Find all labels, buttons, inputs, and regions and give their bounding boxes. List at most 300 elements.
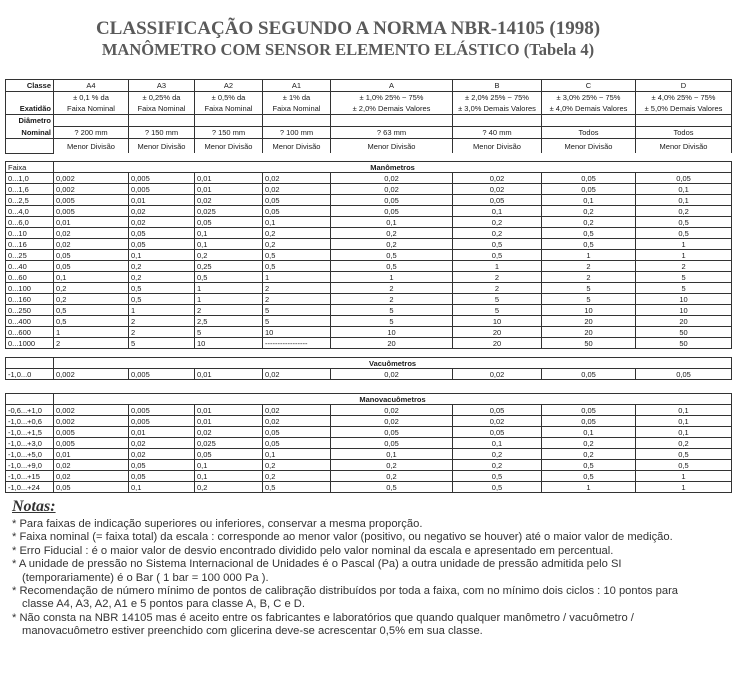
value-cell: 0,02 bbox=[331, 416, 453, 427]
value-cell: 0,1 bbox=[636, 416, 732, 427]
exatidao-line2-a2: Faixa Nominal bbox=[195, 103, 263, 115]
value-cell: 0,1 bbox=[263, 217, 331, 228]
value-cell: 0,5 bbox=[331, 261, 453, 272]
value-cell: 0,05 bbox=[195, 449, 263, 460]
value-cell: 0,05 bbox=[331, 195, 453, 206]
value-cell: 0,05 bbox=[453, 427, 542, 438]
classe-label: Classe bbox=[6, 80, 54, 92]
value-cell: 0,2 bbox=[453, 460, 542, 471]
exatidao-line1-a2: ± 0,5% da bbox=[195, 92, 263, 104]
value-cell: 0,005 bbox=[129, 173, 195, 184]
page-subtitle: MANÔMETRO COM SENSOR ELEMENTO ELÁSTICO (Tabela 4) bbox=[101, 40, 595, 59]
diametro-c: Todos bbox=[542, 127, 636, 139]
faixa-cell: 0...16 bbox=[6, 239, 54, 250]
note-item: * Não consta na NBR 14105 mas é aceito entre os fabricantes e laboratórios que quando qualquer manômetro / vacuômetro / manovacuômetro estiver preenchido com glicerina deve-se acrescentar 0,5% em sua classe. bbox=[12, 612, 688, 639]
manometros-section-title: Manômetros bbox=[54, 162, 732, 173]
table-row bbox=[6, 416, 732, 427]
manovacuometros-table bbox=[5, 393, 732, 493]
value-cell: 5 bbox=[331, 305, 453, 316]
menor-divisao-a1: Menor Divisão bbox=[263, 139, 331, 154]
value-cell: 0,05 bbox=[331, 206, 453, 217]
value-cell: 0,02 bbox=[263, 405, 331, 416]
value-cell: 2 bbox=[542, 272, 636, 283]
value-cell: 0,05 bbox=[542, 184, 636, 195]
value-cell: 0,2 bbox=[331, 460, 453, 471]
value-cell: 0,2 bbox=[331, 471, 453, 482]
manovacuometros-section-title: Manovacuômetros bbox=[54, 394, 732, 405]
value-cell: 0,005 bbox=[54, 438, 129, 449]
exatidao-line2-a4: Faixa Nominal bbox=[54, 103, 129, 115]
exatidao-line2-b: ± 3,0% Demais Valores bbox=[453, 103, 542, 115]
value-cell: 0,2 bbox=[263, 239, 331, 250]
vacuometros-section-title: Vacuômetros bbox=[54, 358, 732, 369]
value-cell: 0,025 bbox=[195, 206, 263, 217]
value-cell: 10 bbox=[636, 305, 732, 316]
value-cell: 5 bbox=[263, 305, 331, 316]
classe-b: B bbox=[453, 80, 542, 92]
value-cell: 0,05 bbox=[542, 405, 636, 416]
value-cell: 0,5 bbox=[129, 283, 195, 294]
value-cell: 0,05 bbox=[453, 405, 542, 416]
value-cell: 0,02 bbox=[263, 173, 331, 184]
value-cell: 2 bbox=[129, 316, 195, 327]
value-cell: 0,5 bbox=[331, 250, 453, 261]
value-cell: 1 bbox=[636, 482, 732, 493]
value-cell: 0,2 bbox=[453, 217, 542, 228]
faixa-cell: -1,0...+9,0 bbox=[6, 460, 54, 471]
value-cell: 0,5 bbox=[263, 482, 331, 493]
faixa-cell: -1,0...+1,5 bbox=[6, 427, 54, 438]
note-item: * Faixa nominal (= faixa total) da escala : corresponde ao menor valor (positivo, ou negativo se houver) até o maior valor de medição. bbox=[12, 531, 688, 544]
value-cell: 2 bbox=[636, 261, 732, 272]
classe-a1: A1 bbox=[263, 80, 331, 92]
manometros-table bbox=[5, 161, 732, 349]
diametro-row-2 bbox=[6, 127, 732, 139]
menor-divisao-c: Menor Divisão bbox=[542, 139, 636, 154]
value-cell: 0,2 bbox=[263, 228, 331, 239]
value-cell: 5 bbox=[263, 316, 331, 327]
value-cell: 0,005 bbox=[129, 405, 195, 416]
value-cell: 0,2 bbox=[542, 449, 636, 460]
table-row bbox=[6, 460, 732, 471]
value-cell: 0,01 bbox=[129, 195, 195, 206]
value-cell: 2 bbox=[263, 294, 331, 305]
faixa-cell: 0...100 bbox=[6, 283, 54, 294]
value-cell: 0,1 bbox=[636, 405, 732, 416]
value-cell: 10 bbox=[542, 305, 636, 316]
value-cell: 0,5 bbox=[636, 460, 732, 471]
classe-d: D bbox=[636, 80, 732, 92]
value-cell: 0,05 bbox=[331, 438, 453, 449]
diametro-a: ? 63 mm bbox=[331, 127, 453, 139]
faixa-cell: 0...25 bbox=[6, 250, 54, 261]
value-cell: 0,02 bbox=[331, 173, 453, 184]
value-cell: 0,002 bbox=[54, 416, 129, 427]
faixa-label: Faixa bbox=[6, 162, 54, 173]
exatidao-line1-d: ± 4,0% 25% ~ 75% bbox=[636, 92, 732, 104]
value-cell: 0,1 bbox=[129, 250, 195, 261]
value-cell: 10 bbox=[331, 327, 453, 338]
manovacuometros-section-row bbox=[6, 394, 732, 405]
value-cell: 0,02 bbox=[129, 438, 195, 449]
value-cell: 0,5 bbox=[636, 217, 732, 228]
value-cell: 0,01 bbox=[195, 416, 263, 427]
table-row bbox=[6, 427, 732, 438]
table-row bbox=[6, 471, 732, 482]
value-cell: 5 bbox=[542, 283, 636, 294]
exatidao-line1-c: ± 3,0% 25% ~ 75% bbox=[542, 92, 636, 104]
value-cell: 0,2 bbox=[542, 438, 636, 449]
nominal-label: Nominal bbox=[6, 127, 54, 139]
value-cell: 2 bbox=[331, 283, 453, 294]
value-cell: 0,05 bbox=[129, 239, 195, 250]
value-cell: 0,05 bbox=[129, 228, 195, 239]
faixa-cell: 0...1,0 bbox=[6, 173, 54, 184]
value-cell: 5 bbox=[195, 327, 263, 338]
value-cell: 5 bbox=[453, 294, 542, 305]
faixa-cell: 0...1000 bbox=[6, 338, 54, 349]
value-cell: 0,2 bbox=[636, 206, 732, 217]
value-cell: 0,5 bbox=[263, 250, 331, 261]
value-cell: 1 bbox=[195, 283, 263, 294]
value-cell: 0,1 bbox=[195, 239, 263, 250]
table-row bbox=[6, 261, 732, 272]
value-cell: 0,5 bbox=[263, 261, 331, 272]
value-cell: 0,1 bbox=[129, 482, 195, 493]
value-cell: 0,002 bbox=[54, 184, 129, 195]
value-cell: 0,005 bbox=[54, 195, 129, 206]
value-cell: 0,05 bbox=[263, 206, 331, 217]
value-cell: 2 bbox=[129, 327, 195, 338]
value-cell: 0,5 bbox=[195, 272, 263, 283]
value-cell: 2 bbox=[195, 305, 263, 316]
value-cell: 10 bbox=[263, 327, 331, 338]
value-cell: 0,2 bbox=[54, 294, 129, 305]
table-row bbox=[6, 305, 732, 316]
value-cell: 0,1 bbox=[542, 195, 636, 206]
value-cell: 0,01 bbox=[195, 405, 263, 416]
value-cell: 0,05 bbox=[54, 250, 129, 261]
value-cell: 0,05 bbox=[636, 173, 732, 184]
table-row bbox=[6, 338, 732, 349]
value-cell: 5 bbox=[636, 272, 732, 283]
value-cell: 0,1 bbox=[54, 272, 129, 283]
menor-divisao-d: Menor Divisão bbox=[636, 139, 732, 154]
value-cell: 0,05 bbox=[331, 427, 453, 438]
exatidao-line2-a: ± 2,0% Demais Valores bbox=[331, 103, 453, 115]
menor-divisao-a3: Menor Divisão bbox=[129, 139, 195, 154]
table-row bbox=[6, 405, 732, 416]
table-row bbox=[6, 217, 732, 228]
value-cell: 0,1 bbox=[636, 184, 732, 195]
value-cell: 0,2 bbox=[453, 228, 542, 239]
value-cell: 0,5 bbox=[54, 316, 129, 327]
value-cell: 0,02 bbox=[129, 449, 195, 460]
value-cell: 0,01 bbox=[195, 173, 263, 184]
exatidao-line2-d: ± 5,0% Demais Valores bbox=[636, 103, 732, 115]
value-cell: 0,05 bbox=[129, 471, 195, 482]
value-cell: 20 bbox=[542, 327, 636, 338]
value-cell: 0,5 bbox=[453, 482, 542, 493]
value-cell: 1 bbox=[453, 261, 542, 272]
diametro-label: Diâmetro bbox=[6, 115, 54, 127]
value-cell: 0,2 bbox=[542, 217, 636, 228]
table-row bbox=[6, 294, 732, 305]
table-row bbox=[6, 195, 732, 206]
faixa-cell: 0...1,6 bbox=[6, 184, 54, 195]
value-cell: 0,02 bbox=[331, 184, 453, 195]
value-cell: 0,5 bbox=[542, 471, 636, 482]
menor-divisao-a: Menor Divisão bbox=[331, 139, 453, 154]
exatidao-line2-a1: Faixa Nominal bbox=[263, 103, 331, 115]
exatidao-line1-a: ± 1,0% 25% ~ 75% bbox=[331, 92, 453, 104]
value-cell: 0,1 bbox=[195, 471, 263, 482]
exatidao-line1-b: ± 2,0% 25% ~ 75% bbox=[453, 92, 542, 104]
value-cell: 0,2 bbox=[542, 206, 636, 217]
menor-divisao-a2: Menor Divisão bbox=[195, 139, 263, 154]
value-cell: 0,5 bbox=[129, 294, 195, 305]
exatidao-line1-a3: ± 0,25% da bbox=[129, 92, 195, 104]
value-cell: 0,02 bbox=[331, 405, 453, 416]
value-cell: 1 bbox=[542, 250, 636, 261]
value-cell: 0,1 bbox=[331, 217, 453, 228]
value-cell: 0,05 bbox=[54, 482, 129, 493]
value-cell: 1 bbox=[331, 272, 453, 283]
faixa-cell: 0...4,0 bbox=[6, 206, 54, 217]
table-row bbox=[6, 316, 732, 327]
value-cell: 1 bbox=[636, 250, 732, 261]
value-cell: 0,02 bbox=[331, 369, 453, 380]
value-cell: 0,25 bbox=[195, 261, 263, 272]
value-cell: 0,01 bbox=[195, 369, 263, 380]
value-cell: 0,005 bbox=[129, 369, 195, 380]
diametro-a4: ? 200 mm bbox=[54, 127, 129, 139]
value-cell: 0,01 bbox=[195, 184, 263, 195]
faixa-cell: 0...60 bbox=[6, 272, 54, 283]
value-cell: 50 bbox=[636, 338, 732, 349]
table-row bbox=[6, 239, 732, 250]
value-cell: 0,002 bbox=[54, 405, 129, 416]
value-cell: 0,5 bbox=[636, 228, 732, 239]
faixa-cell: 0...160 bbox=[6, 294, 54, 305]
value-cell: 0,5 bbox=[453, 250, 542, 261]
value-cell: 0,02 bbox=[54, 228, 129, 239]
value-cell: 0,5 bbox=[636, 449, 732, 460]
value-cell: 0,05 bbox=[129, 460, 195, 471]
value-cell: 0,1 bbox=[453, 438, 542, 449]
table-row bbox=[6, 482, 732, 493]
table-row bbox=[6, 283, 732, 294]
note-item: * A unidade de pressão no Sistema Internacional de Unidades é o Pascal (Pa) a outra unidade de pressão admitida pelo SI (temporariamente) é o Bar ( 1 bar = 100 000 Pa ). bbox=[12, 558, 688, 585]
value-cell: 0,02 bbox=[54, 460, 129, 471]
value-cell: 0,05 bbox=[542, 416, 636, 427]
value-cell: 0,1 bbox=[331, 449, 453, 460]
value-cell: 10 bbox=[636, 294, 732, 305]
value-cell: 0,02 bbox=[263, 416, 331, 427]
value-cell: 2 bbox=[542, 261, 636, 272]
manometros-section-row bbox=[6, 162, 732, 173]
classification-header-table bbox=[5, 79, 732, 154]
faixa-cell: 0...600 bbox=[6, 327, 54, 338]
value-cell: 50 bbox=[542, 338, 636, 349]
table-row bbox=[6, 369, 732, 380]
value-cell: 10 bbox=[453, 316, 542, 327]
value-cell: 0,02 bbox=[195, 195, 263, 206]
diametro-a2: ? 150 mm bbox=[195, 127, 263, 139]
value-cell: 0,02 bbox=[453, 184, 542, 195]
value-cell: 0,2 bbox=[195, 482, 263, 493]
value-cell: 0,02 bbox=[54, 471, 129, 482]
table-row bbox=[6, 449, 732, 460]
faixa-cell: 0...2,5 bbox=[6, 195, 54, 206]
menor-divisao-b: Menor Divisão bbox=[453, 139, 542, 154]
value-cell: 20 bbox=[331, 338, 453, 349]
value-cell: 0,05 bbox=[542, 369, 636, 380]
value-cell: 0,02 bbox=[129, 206, 195, 217]
value-cell: 1 bbox=[195, 294, 263, 305]
faixa-cell: -0,6...+1,0 bbox=[6, 405, 54, 416]
value-cell: 0,1 bbox=[195, 228, 263, 239]
faixa-cell: 0...250 bbox=[6, 305, 54, 316]
value-cell: 0,2 bbox=[129, 261, 195, 272]
value-cell: 0,02 bbox=[195, 427, 263, 438]
value-cell: 0,05 bbox=[542, 173, 636, 184]
value-cell: 0,1 bbox=[195, 460, 263, 471]
diametro-row-1 bbox=[6, 115, 732, 127]
faixa-cell: -1,0...+24 bbox=[6, 482, 54, 493]
exatidao-line2-a3: Faixa Nominal bbox=[129, 103, 195, 115]
value-cell: 20 bbox=[542, 316, 636, 327]
value-cell: 0,5 bbox=[453, 239, 542, 250]
value-cell: 0,5 bbox=[542, 460, 636, 471]
value-cell: 5 bbox=[129, 338, 195, 349]
value-cell: 0,05 bbox=[195, 217, 263, 228]
value-cell: 2 bbox=[263, 283, 331, 294]
value-cell: 0,2 bbox=[54, 283, 129, 294]
value-cell: 0,5 bbox=[331, 482, 453, 493]
classe-a2: A2 bbox=[195, 80, 263, 92]
value-cell: 0,005 bbox=[54, 206, 129, 217]
value-cell: 5 bbox=[331, 316, 453, 327]
value-cell: 0,2 bbox=[195, 250, 263, 261]
value-cell: 0,002 bbox=[54, 173, 129, 184]
faixa-cell: -1,0...+0,6 bbox=[6, 416, 54, 427]
value-cell: 0,2 bbox=[263, 471, 331, 482]
value-cell: 5 bbox=[636, 283, 732, 294]
table-row bbox=[6, 250, 732, 261]
value-cell: 1 bbox=[636, 471, 732, 482]
table-row bbox=[6, 228, 732, 239]
value-cell: 0,02 bbox=[453, 416, 542, 427]
value-cell: 0,5 bbox=[453, 471, 542, 482]
value-cell: 0,01 bbox=[54, 449, 129, 460]
value-cell: 2 bbox=[54, 338, 129, 349]
value-cell: 0,005 bbox=[129, 184, 195, 195]
notes-title: Notas: bbox=[12, 498, 56, 515]
value-cell: 1 bbox=[129, 305, 195, 316]
value-cell: 0,2 bbox=[263, 460, 331, 471]
note-item: * Para faixas de indicação superiores ou inferiores, conservar a mesma proporção. bbox=[12, 518, 688, 531]
menor-divisao-row bbox=[6, 139, 732, 154]
value-cell: 2 bbox=[331, 294, 453, 305]
value-cell: 0,2 bbox=[636, 438, 732, 449]
value-cell: 0,05 bbox=[453, 195, 542, 206]
menor-divisao-a4: Menor Divisão bbox=[54, 139, 129, 154]
faixa-cell: -1,0...+5,0 bbox=[6, 449, 54, 460]
value-cell: 0,05 bbox=[263, 195, 331, 206]
value-cell: 0,005 bbox=[54, 427, 129, 438]
value-cell: 0,5 bbox=[542, 239, 636, 250]
value-cell: 0,5 bbox=[54, 305, 129, 316]
value-cell: 0,2 bbox=[331, 228, 453, 239]
note-item: * Erro Fiducial : é o maior valor de desvio encontrado dividido pelo valor nominal da escala e apresentado em percentual. bbox=[12, 545, 688, 558]
exatidao-line2-c: ± 4,0% Demais Valores bbox=[542, 103, 636, 115]
value-cell: 0,2 bbox=[331, 239, 453, 250]
value-cell: 0,02 bbox=[129, 217, 195, 228]
faixa-cell: -1,0...+3,0 bbox=[6, 438, 54, 449]
value-cell: 0,01 bbox=[54, 217, 129, 228]
value-cell: 50 bbox=[636, 327, 732, 338]
diametro-d: Todos bbox=[636, 127, 732, 139]
classe-a3: A3 bbox=[129, 80, 195, 92]
value-cell: 2 bbox=[453, 283, 542, 294]
classe-c: C bbox=[542, 80, 636, 92]
value-cell: 0,1 bbox=[636, 195, 732, 206]
value-cell: 10 bbox=[195, 338, 263, 349]
exatidao-line1-a1: ± 1% da bbox=[263, 92, 331, 104]
value-cell: 1 bbox=[636, 239, 732, 250]
value-cell: 0,1 bbox=[542, 427, 636, 438]
value-cell: 0,05 bbox=[54, 261, 129, 272]
diametro-a1: ? 100 mm bbox=[263, 127, 331, 139]
table-row bbox=[6, 184, 732, 195]
value-cell: 1 bbox=[54, 327, 129, 338]
value-cell: 5 bbox=[453, 305, 542, 316]
classe-a: A bbox=[331, 80, 453, 92]
value-cell: 0,02 bbox=[263, 369, 331, 380]
classe-row bbox=[6, 80, 732, 92]
value-cell: 0,02 bbox=[263, 184, 331, 195]
value-cell: 0,1 bbox=[453, 206, 542, 217]
faixa-cell: -1,0...0 bbox=[6, 369, 54, 380]
table-row bbox=[6, 327, 732, 338]
diametro-a3: ? 150 mm bbox=[129, 127, 195, 139]
value-cell: 0,2 bbox=[129, 272, 195, 283]
value-cell: 2 bbox=[453, 272, 542, 283]
table-row bbox=[6, 438, 732, 449]
exatidao-row-2 bbox=[6, 103, 732, 115]
value-cell: 20 bbox=[453, 338, 542, 349]
faixa-cell: 0...400 bbox=[6, 316, 54, 327]
value-cell: 0,2 bbox=[453, 449, 542, 460]
faixa-cell: 0...40 bbox=[6, 261, 54, 272]
table-row bbox=[6, 173, 732, 184]
value-cell: 0,5 bbox=[542, 228, 636, 239]
note-item: * Recomendação de número mínimo de pontos de calibração distribuídos por toda a faixa, com no mínimo dois ciclos : 10 pontos para classe A4, A3, A2, A1 e 5 pontos para classe A, B, C e D. bbox=[12, 585, 688, 612]
value-cell: 2,5 bbox=[195, 316, 263, 327]
value-cell: 0,01 bbox=[129, 427, 195, 438]
notes-list bbox=[12, 518, 688, 639]
table-row bbox=[6, 272, 732, 283]
value-cell: 0,002 bbox=[54, 369, 129, 380]
value-cell: 0,05 bbox=[263, 438, 331, 449]
value-cell: 0,05 bbox=[636, 369, 732, 380]
value-cell: 0,025 bbox=[195, 438, 263, 449]
value-cell: 0,02 bbox=[54, 239, 129, 250]
faixa-cell: 0...10 bbox=[6, 228, 54, 239]
faixa-cell: -1,0...+15 bbox=[6, 471, 54, 482]
value-cell: 0,005 bbox=[129, 416, 195, 427]
